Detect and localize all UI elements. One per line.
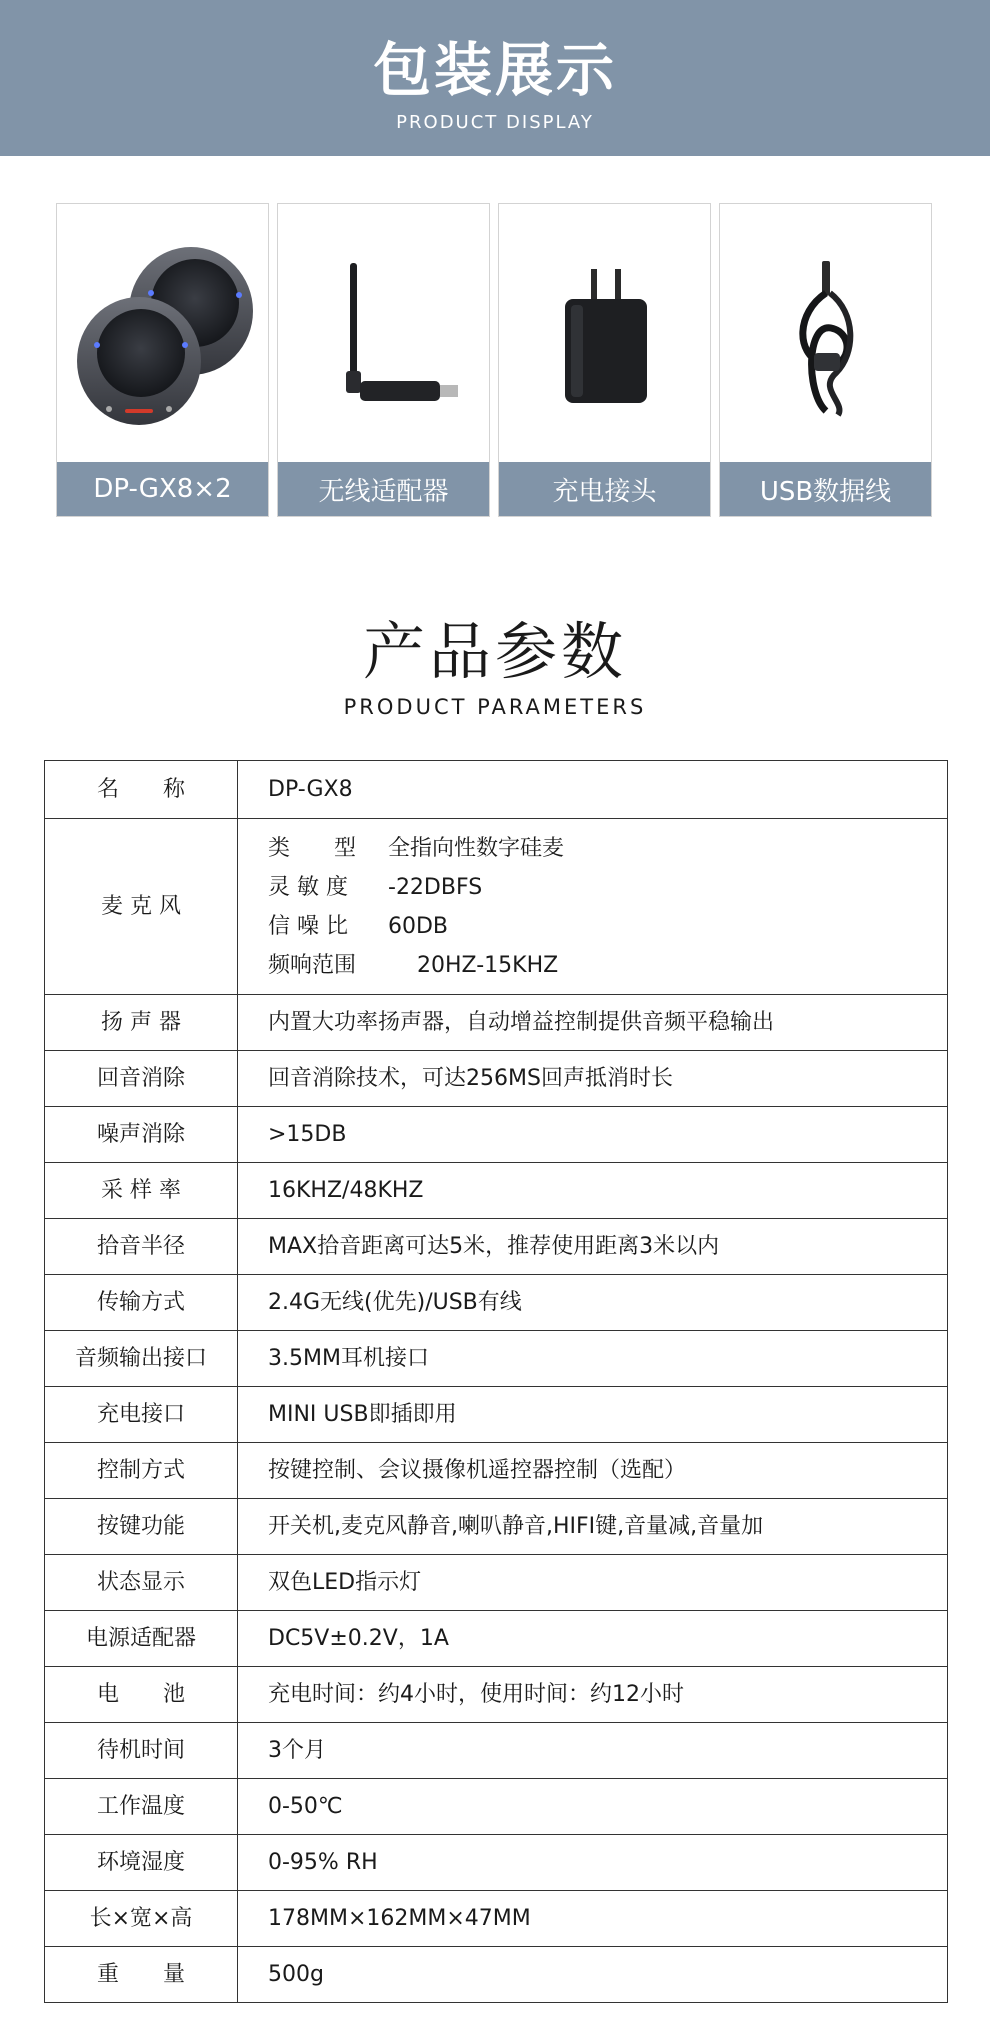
- mic-spec-value: 全指向性数字硅麦: [388, 835, 565, 861]
- spec-row: [45, 1947, 948, 2003]
- spec-key: 重 量: [45, 1947, 238, 2003]
- params-subtitle: PRODUCT PARAMETERS: [343, 695, 647, 719]
- spec-key: 待机时间: [45, 1723, 238, 1779]
- spec-row: [45, 1443, 948, 1499]
- spec-row: [45, 1835, 948, 1891]
- spec-value: MAX拾音距离可达5米，推荐使用距离3米以内: [238, 1219, 948, 1275]
- spec-row-name: [45, 761, 948, 819]
- spec-value: 双色LED指示灯: [238, 1555, 948, 1611]
- package-card-label: 无线适配器: [278, 462, 489, 516]
- spec-value: DC5V±0.2V，1A: [238, 1611, 948, 1667]
- spec-row: [45, 1891, 948, 1947]
- spec-row: [45, 1555, 948, 1611]
- spec-key: 控制方式: [45, 1443, 238, 1499]
- charger-image: [499, 204, 710, 462]
- spec-row: [45, 1051, 948, 1107]
- spec-value: >15DB: [238, 1107, 948, 1163]
- spec-row: [45, 1275, 948, 1331]
- banner-title: 包装展示: [372, 36, 617, 104]
- spec-row: [45, 1107, 948, 1163]
- package-card-label: 充电接头: [499, 462, 710, 516]
- mic-spec-value: -22DBFS: [388, 874, 483, 900]
- spec-key: 采 样 率: [45, 1163, 238, 1219]
- spec-value: 0-50℃: [238, 1779, 948, 1835]
- mic-spec-line: [268, 946, 946, 985]
- spec-value: 充电时间：约4小时，使用时间：约12小时: [238, 1667, 948, 1723]
- spec-value: 0-95% RH: [238, 1835, 948, 1891]
- display-banner: [0, 0, 990, 156]
- package-card-label: USB数据线: [720, 462, 931, 516]
- spec-key: 麦 克 风: [45, 819, 238, 995]
- spec-key: 噪声消除: [45, 1107, 238, 1163]
- spec-value: 回音消除技术，可达256MS回声抵消时长: [238, 1051, 948, 1107]
- spec-key: 长×宽×高: [45, 1891, 238, 1947]
- spec-row: [45, 1779, 948, 1835]
- spec-key: 充电接口: [45, 1387, 238, 1443]
- spec-row: [45, 1499, 948, 1555]
- spec-key: 扬 声 器: [45, 995, 238, 1051]
- spec-value-mic: [238, 819, 948, 995]
- spec-row: [45, 1163, 948, 1219]
- spec-row: [45, 995, 948, 1051]
- spec-value: DP-GX8: [238, 761, 948, 819]
- usb-cable-image: [720, 204, 931, 462]
- spec-row: [45, 1331, 948, 1387]
- spec-value: 2.4G无线(优先)/USB有线: [238, 1275, 948, 1331]
- speakerphone-pair-image: [57, 204, 268, 462]
- spec-row-mic: [45, 819, 948, 995]
- spec-value: 3个月: [238, 1723, 948, 1779]
- spec-key: 环境湿度: [45, 1835, 238, 1891]
- spec-row: [45, 1611, 948, 1667]
- wireless-adapter-image: [278, 204, 489, 462]
- spec-key: 电源适配器: [45, 1611, 238, 1667]
- spec-key: 传输方式: [45, 1275, 238, 1331]
- spec-key: 名 称: [45, 761, 238, 819]
- spec-value: MINI USB即插即用: [238, 1387, 948, 1443]
- spec-key: 音频输出接口: [45, 1331, 238, 1387]
- package-card-wireless-adapter: [277, 203, 490, 517]
- mic-spec-line: [268, 829, 946, 868]
- spec-value: 3.5MM耳机接口: [238, 1331, 948, 1387]
- package-contents: [56, 203, 932, 517]
- package-card-usb-cable: [719, 203, 932, 517]
- spec-value: 开关机,麦克风静音,喇叭静音,HIFI键,音量减,音量加: [238, 1499, 948, 1555]
- spec-row: [45, 1387, 948, 1443]
- spec-key: 拾音半径: [45, 1219, 238, 1275]
- spec-value: 16KHZ/48KHZ: [238, 1163, 948, 1219]
- spec-table: [44, 760, 948, 2003]
- spec-key: 电 池: [45, 1667, 238, 1723]
- spec-value: 178MM×162MM×47MM: [238, 1891, 948, 1947]
- spec-key: 状态显示: [45, 1555, 238, 1611]
- mic-spec-label: 频响范围: [268, 952, 357, 978]
- mic-spec-line: [268, 868, 946, 907]
- spec-row: [45, 1219, 948, 1275]
- spec-key: 按键功能: [45, 1499, 238, 1555]
- mic-spec-value: 60DB: [388, 913, 449, 939]
- spec-key: 回音消除: [45, 1051, 238, 1107]
- mic-spec-value: 20HZ-15KHZ: [388, 952, 559, 978]
- package-card-charger: [498, 203, 711, 517]
- package-card-speakerphones: [56, 203, 269, 517]
- spec-key: 工作温度: [45, 1779, 238, 1835]
- package-card-label: DP-GX8×2: [57, 462, 268, 516]
- mic-spec-label: 灵 敏 度: [268, 874, 348, 900]
- mic-spec-line: [268, 907, 946, 946]
- mic-spec-label: 信 噪 比: [268, 913, 348, 939]
- spec-value: 按键控制、会议摄像机遥控器控制（选配）: [238, 1443, 948, 1499]
- spec-value: 内置大功率扬声器，自动增益控制提供音频平稳输出: [238, 995, 948, 1051]
- banner-subtitle: PRODUCT DISPLAY: [396, 112, 594, 133]
- spec-value: 500g: [238, 1947, 948, 2003]
- spec-row: [45, 1667, 948, 1723]
- spec-row: [45, 1723, 948, 1779]
- mic-spec-label: 类 型: [268, 835, 357, 861]
- params-title: 产品参数: [362, 615, 627, 688]
